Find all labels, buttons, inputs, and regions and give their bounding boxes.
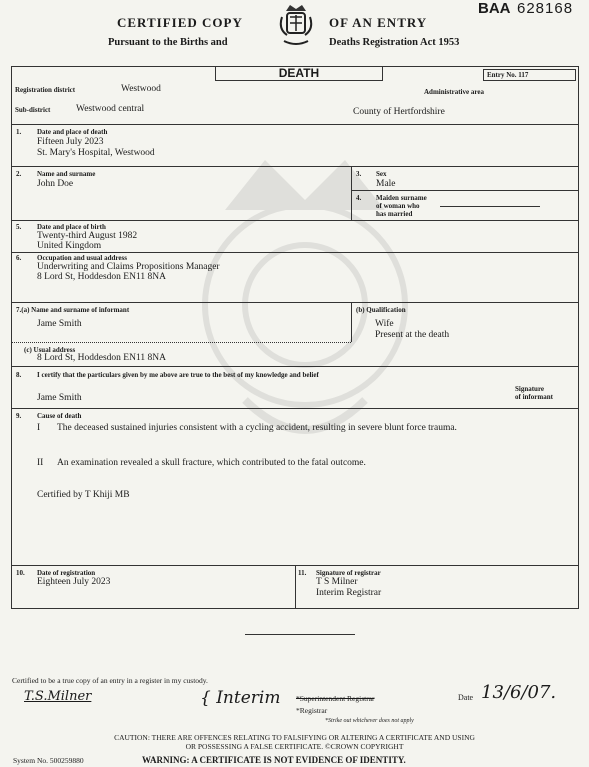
field-10-label: Date of registration <box>37 569 96 577</box>
footer-separator <box>245 634 355 635</box>
registrar-name: T S Milner <box>316 577 358 587</box>
royal-crest-icon <box>278 3 314 49</box>
field-5-label: Date and place of birth <box>37 223 106 231</box>
field-5-number: 5. <box>16 223 22 231</box>
registrar-title: Interim Registrar <box>316 588 382 598</box>
occupation: Underwriting and Claims Propositions Manager <box>37 262 220 272</box>
place-of-birth: United Kingdom <box>37 241 102 251</box>
column-divider <box>351 302 352 342</box>
date-of-birth: Twenty-third August 1982 <box>37 231 138 241</box>
field-1-number: 1. <box>16 128 22 136</box>
entry-number: Entry No. 117 <box>487 71 529 79</box>
field-2-number: 2. <box>16 170 22 178</box>
cause-of-death-i: The deceased sustained injuries consistent with a cycling accident, resulting in severe blunt force trauma. <box>57 423 457 433</box>
field-7c-label: (c) Usual address <box>24 346 76 354</box>
field-3-number: 3. <box>356 170 362 178</box>
custodian-signature: T.S.Milner <box>24 689 92 704</box>
date-label: Date <box>458 693 474 702</box>
signature-informant-label-1: Signature <box>515 385 545 393</box>
field-7a-label: 7.(a) Name and surname of informant <box>16 306 130 314</box>
informant-signature: Jame Smith <box>37 393 82 403</box>
row-divider <box>11 408 579 409</box>
field-9-number: 9. <box>16 412 22 420</box>
row-divider <box>11 302 579 303</box>
field-2-label: Name and surname <box>37 170 96 178</box>
signature-informant-label-2: of informant <box>515 393 553 401</box>
administrative-area-label: Administrative area <box>424 88 484 96</box>
cause-ii-number: II <box>37 458 44 468</box>
date-of-death: Fifteen July 2023 <box>37 137 104 147</box>
field-4-label-1: Maiden surname <box>376 194 427 202</box>
registration-district-label: Registration district <box>15 86 76 94</box>
certified-by: Certified by T Khiji MB <box>37 490 130 500</box>
registrar-option: *Registrar <box>296 706 328 715</box>
column-divider <box>295 565 296 609</box>
cause-of-death-ii: An examination revealed a skull fracture, which contributed to the fatal outcome. <box>57 458 366 468</box>
row-divider <box>11 342 351 343</box>
row-divider <box>11 252 579 253</box>
form-title: DEATH <box>278 66 320 80</box>
header-left-title: CERTIFIED COPY <box>117 15 243 30</box>
field-9-label: Cause of death <box>37 412 82 420</box>
field-4-label-2: of woman who <box>376 202 420 210</box>
caution-line-1: CAUTION: THERE ARE OFFENCES RELATING TO FALSIFYING OR ALTERING A CERTIFICATE AND USING <box>114 733 475 742</box>
field-4-label-3: has married <box>376 210 413 218</box>
maiden-name-line <box>440 206 540 207</box>
field-4-number: 4. <box>356 194 362 202</box>
serial-prefix: BAA <box>478 0 511 17</box>
sex-value: Male <box>376 179 396 189</box>
field-10-number: 10. <box>16 569 25 577</box>
caution-line-2: OR POSSESSING A FALSE CERTIFICATE. ©CROWN COPYRIGHT <box>185 742 404 751</box>
place-of-death: St. Mary's Hospital, Westwood <box>37 148 155 158</box>
certified-statement: Certified to be a true copy of an entry in a register in my custody. <box>12 676 208 685</box>
field-6-number: 6. <box>16 254 22 262</box>
field-7b-label: (b) Qualification <box>356 306 406 314</box>
usual-address: 8 Lord St, Hoddesdon EN11 8NA <box>37 272 166 282</box>
qualification-2: Present at the death <box>375 330 450 340</box>
identity-warning: WARNING: A CERTIFICATE IS NOT EVIDENCE OF IDENTITY. <box>142 755 406 765</box>
superintendent-registrar-option: *Superintendent Registrar <box>296 694 375 703</box>
registration-district: Westwood <box>121 84 161 94</box>
field-1-label: Date and place of death <box>37 128 108 136</box>
row-divider <box>11 166 579 167</box>
field-6-label: Occupation and usual address <box>37 254 127 262</box>
handwritten-date: 13/6/07. <box>481 682 557 703</box>
cause-i-number: I <box>37 423 41 433</box>
row-divider <box>11 220 579 221</box>
header-right-title: OF AN ENTRY <box>329 15 428 30</box>
informant-name: Jame Smith <box>37 319 82 329</box>
field-11-label: Signature of registrar <box>316 569 381 577</box>
field-8-label: I certify that the particulars given by me above are true to the best of my knowledge and belief <box>37 371 319 379</box>
row-divider <box>351 190 579 191</box>
informant-address: 8 Lord St, Hoddesdon EN11 8NA <box>37 353 166 363</box>
system-number: System No. 500259880 <box>13 756 84 765</box>
sub-district-label: Sub-district <box>15 106 51 114</box>
header-left-subtitle: Pursuant to the Births and <box>108 37 228 48</box>
qualification-1: Wife <box>375 319 394 329</box>
row-divider <box>11 124 579 125</box>
serial-number: 628168 <box>517 0 574 17</box>
strike-out-note: *Strike out whichever does not apply <box>325 718 414 724</box>
deceased-name: John Doe <box>37 179 74 189</box>
row-divider <box>11 366 579 367</box>
header-right-subtitle: Deaths Registration Act 1953 <box>329 37 460 48</box>
field-3-label: Sex <box>376 170 387 178</box>
date-of-registration: Eighteen July 2023 <box>37 577 111 587</box>
interim-handwriting: { Interim <box>200 688 281 708</box>
field-8-number: 8. <box>16 371 22 379</box>
column-divider <box>351 166 352 220</box>
administrative-area: County of Hertfordshire <box>353 107 445 117</box>
field-11-number: 11. <box>298 569 307 577</box>
sub-district: Westwood central <box>76 104 145 114</box>
